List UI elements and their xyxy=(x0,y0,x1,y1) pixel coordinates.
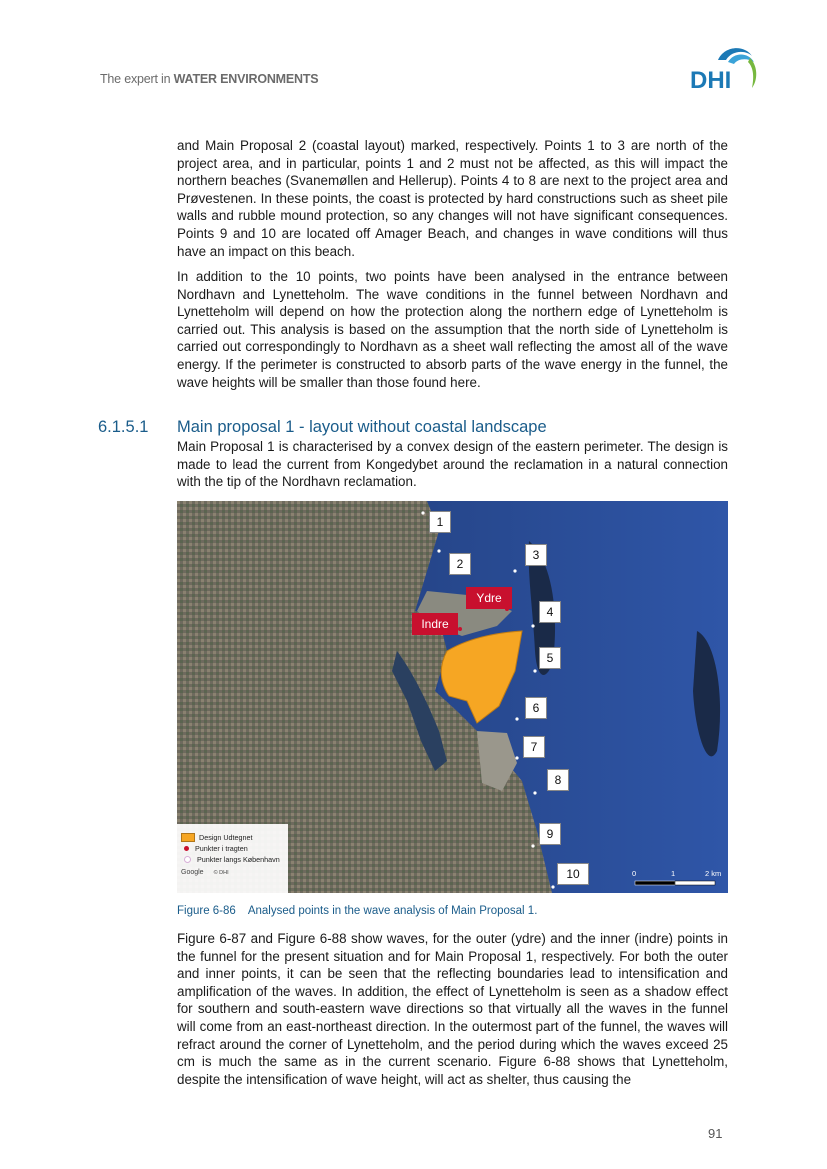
white-dot-icon xyxy=(184,856,191,863)
point-label-7: 7 xyxy=(523,736,545,758)
point-label-3: 3 xyxy=(525,544,547,566)
scale-two: 2 km xyxy=(705,869,722,878)
point-label-2: 2 xyxy=(449,553,471,575)
figure-caption xyxy=(177,905,537,917)
dhi-logo xyxy=(688,42,760,92)
section-number: 6.1.5.1 xyxy=(98,418,149,436)
legend-funnel-points: Punkter i tragten xyxy=(177,843,288,854)
red-dot-icon xyxy=(184,846,189,851)
design-swatch-icon xyxy=(181,833,195,842)
paragraph-1: and Main Proposal 2 (coastal layout) marked, respectively. Points 1 to 3 are north of the project area, and in particular, points 1 and 2 must not be affected, as this will impact the northern beaches (Svanemøllen and Hellerup). Points 4 to 8 are next to the project area and Prøvestenen. In these points, the coast is protected by hard constructions such as sheet pile walls and rubble mound protection, so any changes will not have significant consequences. Points 9 and 10 are located off Amager Beach, and changes in wave conditions will thus have an impact on this beach. xyxy=(177,138,728,259)
scale-one: 1 xyxy=(671,869,676,878)
point-label-9: 9 xyxy=(539,823,561,845)
header-tagline xyxy=(100,72,318,86)
paragraph-3: Main Proposal 1 is characterised by a convex design of the eastern perimeter. The design is made to lead the current from Kongedybet around the reclamation in a natural connection with the tip of the Nordhavn reclamation. xyxy=(177,439,728,490)
map-legend xyxy=(177,824,288,893)
legend-design: Design Udtegnet xyxy=(177,832,288,843)
label-indre: Indre xyxy=(412,613,458,635)
map-figure xyxy=(177,501,728,893)
figure-caption-text: Analysed points in the wave analysis of Main Proposal 1. xyxy=(247,905,538,917)
legend-coast-points: Punkter langs København xyxy=(177,854,288,865)
point-label-4: 4 xyxy=(539,601,561,623)
scale-zero: 0 xyxy=(632,869,637,878)
point-label-1: 1 xyxy=(429,511,451,533)
map-attribution: Google © DHI xyxy=(181,869,229,876)
paragraph-2: In addition to the 10 points, two points have been analysed in the entrance between Nordhavn and Lynetteholm. The wave conditions in the funnel between Nordhavn and Lynetteholm will depend on how the protection along the northern edge of Lynetteholm is carried out. This analysis is based on the assumption that the north side of Lynetteholm is carried out correspondingly to Nordhavn as a sheet wall reflecting the amost all of the wave energy. If the perimeter is constructed to absorb parts of the wave energy in the funnel, the wave heights will be smaller than those found here. xyxy=(177,269,728,390)
tagline-prefix: The expert in xyxy=(100,72,174,86)
section-title: Main proposal 1 - layout without coastal landscape xyxy=(177,418,547,436)
svg-text:DHI: DHI xyxy=(690,67,732,92)
paragraph-4: Figure 6-87 and Figure 6-88 show waves, for the outer (ydre) and the inner (indre) points in the funnel for the present situation and for Main Proposal 1, respectively. For both the outer and inner points, it can be seen that the reflecting boundaries lead to intensification and amplification of the waves. In addition, the effect of Lynetteholm is seen as a shadow effect for southern and south-eastern wave directions so that virtually all the waves in the funnel will come from an east-northeast direction. In the outermost part of the funnel, the waves will refract around the corner of Lynetteholm, and the period during which the waves exceed 25 cm is much the same as in the current scenario. Figure 6-88 shows that Lynetteholm, despite the intensification of wave height, will act as shelter, thus causing the xyxy=(177,931,728,1087)
label-ydre: Ydre xyxy=(466,587,512,609)
page-number: 91 xyxy=(708,1126,723,1141)
figure-number: Figure 6-86 xyxy=(177,905,236,917)
point-label-5: 5 xyxy=(539,647,561,669)
point-label-8: 8 xyxy=(547,769,569,791)
tagline-bold: WATER ENVIRONMENTS xyxy=(173,72,319,86)
point-label-10: 10 xyxy=(557,863,589,885)
point-label-6: 6 xyxy=(525,697,547,719)
